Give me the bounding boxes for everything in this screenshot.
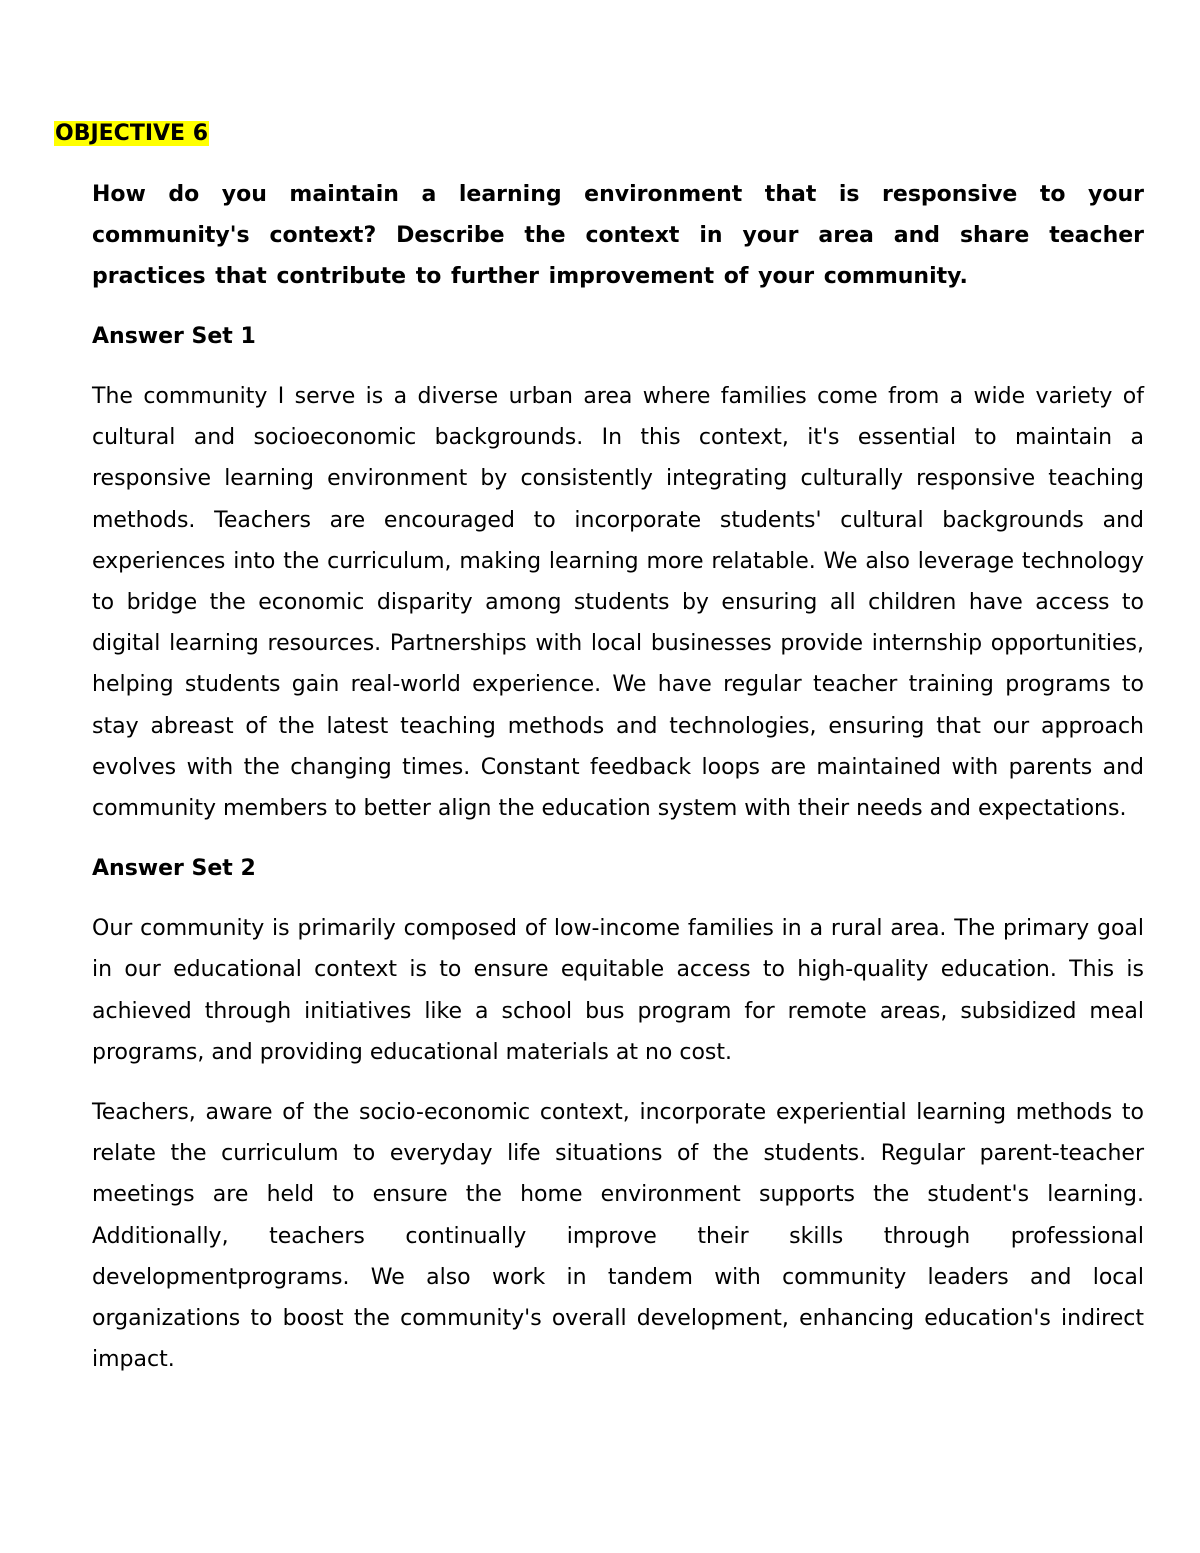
objective-heading	[54, 118, 209, 150]
answer-set-1-paragraph-1: The community I serve is a diverse urban area where families come from a wide variety of cultural and socioeconomic backgrounds. In this context, it's essential to maintain a responsive learning environment by consistently integrating culturally responsive teaching methods. Teachers are encouraged to incorporate students' cultural backgrounds and experiences into the curriculum, making learning more relatable. We also leverage technology to bridge the economic disparity among students by ensuring all children have access to digital learning resources. Partnerships with local businesses provide internship opportunities, helping students gain real-world experience. We have regular teacher training programs to stay abreast of the latest teaching methods and technologies, ensuring that our approach evolves with the changing times. Constant feedback loops are maintained with parents and community members to better align the education system with their needs and expectations.	[92, 384, 1144, 822]
answer-set-1-heading: Answer Set 1	[92, 324, 256, 349]
question-text: How do you maintain a learning environment that is responsive to your community's context? Describe the context in your area and share teacher practices that contribute to further improvement of your community.	[92, 182, 1144, 289]
document-content	[92, 174, 1144, 1399]
objective-label: OBJECTIVE 6	[55, 121, 209, 146]
answer-set-2-paragraph-1: Our community is primarily composed of low-income families in a rural area. The primary goal in our educational context is to ensure equitable access to high-quality education. This is achieved through initiatives like a school bus program for remote areas, subsidized meal programs, and providing educational materials at no cost.	[92, 916, 1144, 1065]
answer-set-2-paragraph-2: Teachers, aware of the socio-economic context, incorporate experiential learning methods to relate the curriculum to everyday life situations of the students. Regular parent-teacher meetings are held to ensure the home environment supports the student's learning. Additionally, teachers continually improve their skills through professional developmentprograms. We also work in tandem with community leaders and local organizations to boost the community's overall development, enhancing education's indirect impact.	[92, 1100, 1144, 1373]
answer-set-2-heading: Answer Set 2	[92, 856, 256, 882]
